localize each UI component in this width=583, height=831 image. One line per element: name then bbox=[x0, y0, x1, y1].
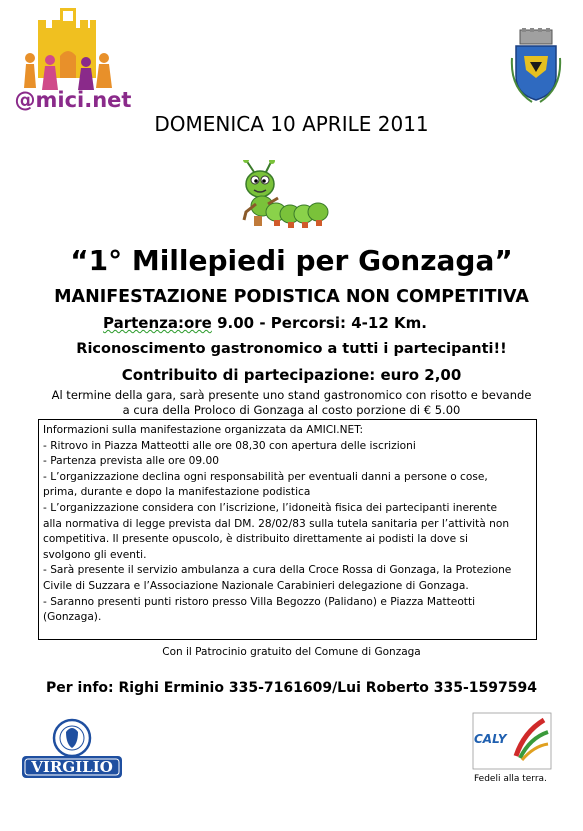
millipede-icon bbox=[236, 160, 336, 235]
info-line: - Partenza prevista alle ore 09.00 bbox=[43, 455, 219, 468]
amici-logo-text: @mici.net bbox=[14, 88, 132, 112]
info-line: - Saranno presenti punti ristoro presso Villa Begozzo (Palidano) e Piazza Matteotti bbox=[43, 595, 476, 608]
start-label: Partenza:ore bbox=[103, 314, 212, 332]
event-date: DOMENICA 10 APRILE 2011 bbox=[154, 112, 429, 136]
info-box bbox=[38, 419, 537, 640]
start-details: 9.00 - Percorsi: 4-12 Km. bbox=[211, 314, 427, 332]
event-title: “1° Millepiedi per Gonzaga” bbox=[70, 244, 513, 277]
info-line: - Sarà presente il servizio ambulanza a cura della Croce Rossa di Gonzaga, la Protezione bbox=[43, 564, 512, 577]
info-line: - Ritrovo in Piazza Matteotti alle ore 08,30 con apertura delle iscrizioni bbox=[43, 439, 416, 452]
after-race-line-2: a cura della Proloco di Gonzaga al costo porzione di € 5.00 bbox=[122, 403, 461, 417]
info-line: Informazioni sulla manifestazione organizzata da AMICI.NET: bbox=[43, 424, 364, 436]
after-race-note bbox=[0, 388, 583, 418]
contact-info: Per info: Righi Erminio 335-7161609/Lui Roberto 335-1597594 bbox=[46, 680, 537, 696]
info-line: Civile di Suzzara e l’Associazione Nazionale Carabinieri delegazione di Gonzaga. bbox=[43, 579, 469, 592]
amici-net-logo bbox=[8, 8, 138, 118]
start-info bbox=[103, 314, 427, 332]
info-line: - L’organizzazione declina ogni responsabilità per eventuali danni a persone o cose, bbox=[43, 470, 488, 483]
gonzaga-coat-of-arms bbox=[510, 28, 562, 103]
patronage-note: Con il Patrocinio gratuito del Comune di Gonzaga bbox=[162, 646, 421, 658]
reward-line: Riconoscimento gastronomico a tutti i partecipanti!! bbox=[76, 341, 507, 357]
info-line: svolgono gli eventi. bbox=[43, 548, 147, 561]
info-line: competitiva. Il presente opuscolo, è distribuito direttamente ai podisti la dove si bbox=[43, 533, 468, 546]
info-line: alla normativa di legge prevista dal DM. 28/02/83 sulla tutela sanitaria per l’attività non bbox=[43, 517, 510, 530]
contribution-line: Contribuito di partecipazione: euro 2,00 bbox=[121, 366, 462, 384]
millipede-mascot bbox=[236, 160, 336, 235]
caly-brand-text: CALY bbox=[474, 732, 507, 746]
info-line: prima, durante e dopo la manifestazione podistica bbox=[43, 486, 311, 499]
event-subtitle: MANIFESTAZIONE PODISTICA NON COMPETITIVA bbox=[54, 287, 529, 307]
info-line: (Gonzaga). bbox=[43, 611, 102, 624]
virgilio-logo-text: VIRGILIO bbox=[31, 758, 113, 776]
caly-logo bbox=[472, 712, 552, 788]
after-race-line-1: Al termine della gara, sarà presente uno stand gastronomico con risotto e bevande bbox=[51, 388, 532, 402]
info-line: - L’organizzazione considera con l’iscrizione, l’idoneità fisica dei partecipanti inerente bbox=[43, 501, 497, 514]
caly-tagline: Fedeli alla terra. bbox=[474, 774, 547, 784]
crest-icon bbox=[510, 28, 562, 103]
virgilio-logo bbox=[20, 718, 124, 780]
